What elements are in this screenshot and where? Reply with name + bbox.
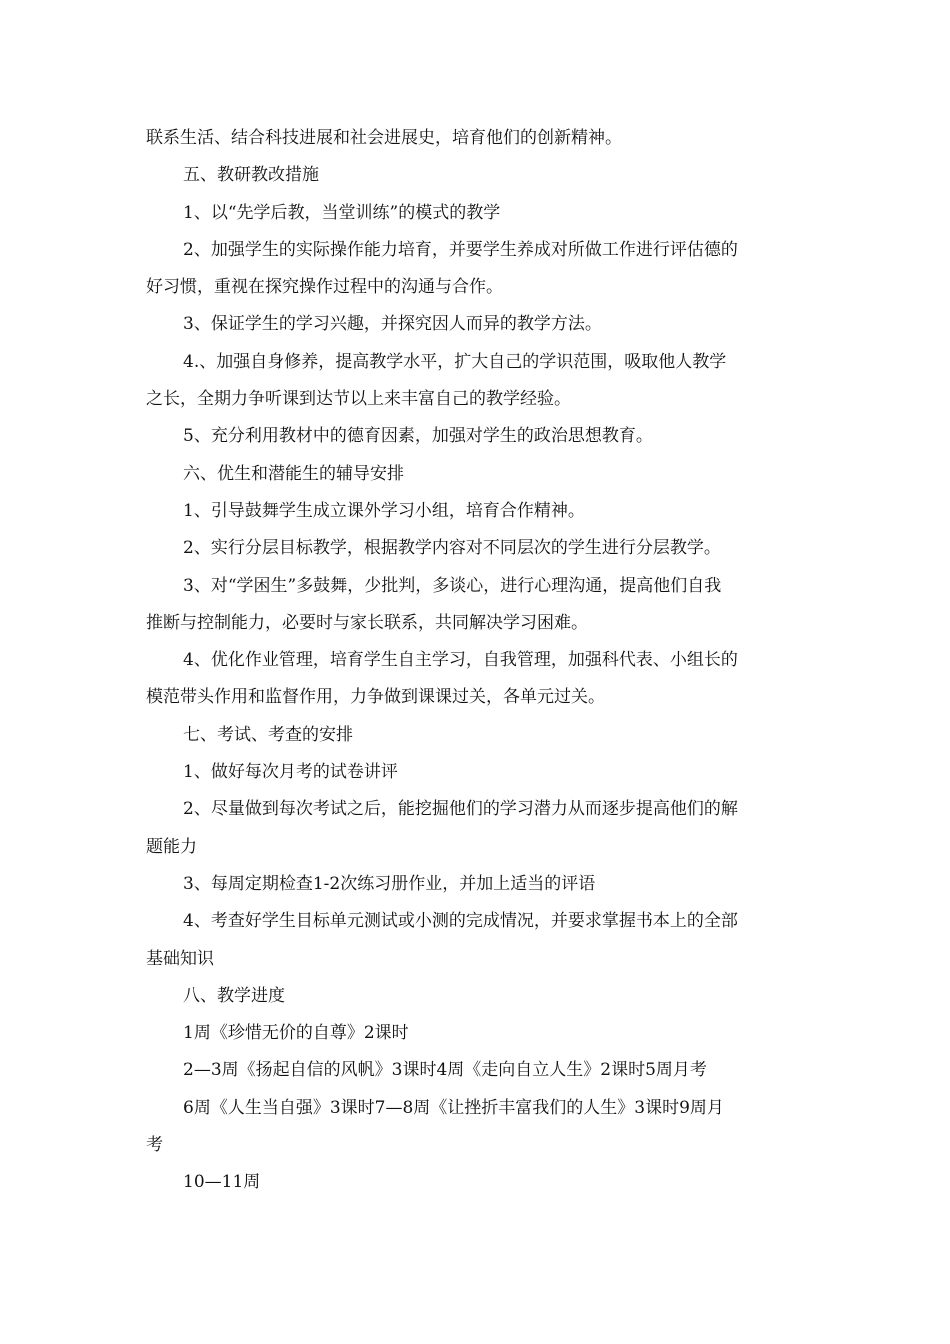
text-line: 3、保证学生的学习兴趣，并探究因人而异的教学方法。	[183, 314, 602, 335]
text-line: 1、以“先学后教，当堂训练”的模式的教学	[183, 202, 501, 223]
text-line: 1、做好每次月考的试卷讲评	[183, 762, 398, 783]
text-line: 3、每周定期检查1-2次练习册作业，并加上适当的评语	[183, 873, 596, 894]
section-heading: 七、考试、考查的安排	[183, 724, 353, 745]
section-heading: 六、优生和潜能生的辅导安排	[183, 463, 404, 484]
text-line: 4、优化作业管理，培育学生自主学习，自我管理，加强科代表、小组长的	[183, 650, 738, 671]
text-line: 基础知识	[146, 948, 214, 969]
text-line: 1、引导鼓舞学生成立课外学习小组，培育合作精神。	[183, 500, 585, 521]
text-line: 5、充分利用教材中的德育因素，加强对学生的政治思想教育。	[183, 426, 653, 447]
text-line: 2、尽量做到每次考试之后，能挖掘他们的学习潜力从而逐步提高他们的解	[183, 799, 738, 820]
text-line: 3、对“学困生”多鼓舞，少批判，多谈心，进行心理沟通，提高他们自我	[183, 575, 722, 596]
text-line: 10—11周	[183, 1172, 261, 1193]
text-line: 考	[146, 1135, 163, 1156]
text-line: 好习惯，重视在探究操作过程中的沟通与合作。	[146, 277, 503, 298]
text-line: 1周《珍惜无价的自尊》2课时	[183, 1023, 409, 1044]
text-line: 6周《人生当自强》3课时7—8周《让挫折丰富我们的人生》3课时9周月	[183, 1097, 724, 1118]
text-line: 之长，全期力争听课到达节以上来丰富自己的教学经验。	[146, 389, 571, 410]
text-line: 2、实行分层目标教学，根据教学内容对不同层次的学生进行分层教学。	[183, 538, 721, 559]
text-line: 模范带头作用和监督作用，力争做到课课过关，各单元过关。	[146, 687, 605, 708]
text-line: 2—3周《扬起自信的风帆》3课时4周《走向自立人生》2课时5周月考	[183, 1060, 707, 1081]
document-body	[146, 120, 810, 1202]
text-line: 4.、加强自身修养，提高教学水平，扩大自己的学识范围，吸取他人教学	[183, 351, 727, 372]
section-heading: 八、教学进度	[183, 985, 285, 1006]
section-heading: 五、教研教改措施	[183, 165, 319, 186]
text-line: 推断与控制能力，必要时与家长联系，共同解决学习困难。	[146, 612, 588, 633]
text-line: 联系生活、结合科技进展和社会进展史，培育他们的创新精神。	[146, 128, 622, 148]
text-line: 2、加强学生的实际操作能力培育，并要学生养成对所做工作进行评估德的	[183, 239, 738, 260]
text-line: 4、考查好学生目标单元测试或小测的完成情况，并要求掌握书本上的全部	[183, 911, 738, 932]
text-line: 题能力	[146, 836, 197, 857]
